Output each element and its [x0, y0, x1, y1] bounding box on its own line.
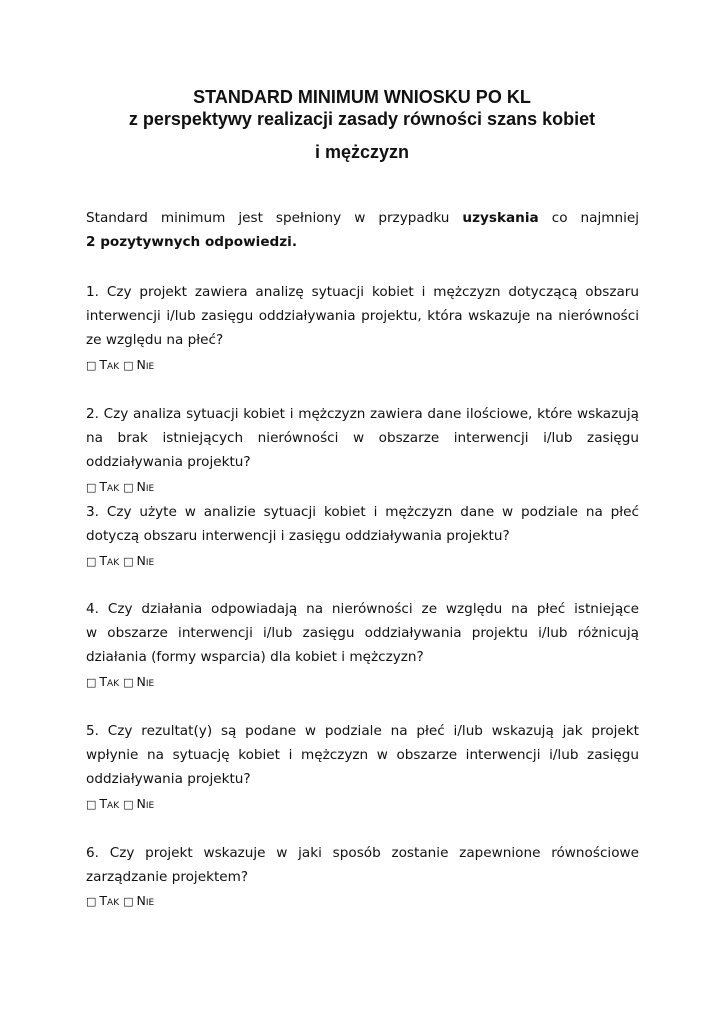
no-checkbox[interactable]: □ — [123, 555, 134, 568]
question-line: oddziaływania projektu? — [86, 771, 251, 787]
question-line: 5. Czy rezultat(y) są podane w podziale na płeć i/lub wskazują jak projekt — [86, 723, 639, 739]
question-line: 2. Czy analiza sytuacji kobiet i mężczyzn zawiera dane ilościowe, które wskazują — [86, 406, 639, 422]
answer-options-4 — [86, 672, 158, 692]
answer-options-5 — [86, 794, 158, 814]
question-line: 4. Czy działania odpowiadają na nierówności ze względu na płeć istniejące — [86, 601, 639, 617]
answer-options-1 — [86, 355, 158, 375]
intro-text: Standard minimum jest spełniony w przypadku — [86, 210, 450, 226]
question-line: w obszarze interwencji i/lub zasięgu oddziaływania projektu i/lub różnicują — [86, 625, 639, 641]
no-label: Nie — [136, 674, 155, 689]
document-subtitle: z perspektywy realizacji zasady równości szans kobiet — [128, 109, 596, 129]
question-3 — [86, 500, 639, 548]
intro-paragraph — [86, 206, 639, 254]
intro-emphasis: uzyskania — [462, 210, 539, 226]
question-line: interwencji i/lub zasięgu oddziaływania projektu, która wskazuje na nierówności — [86, 308, 639, 324]
yes-checkbox[interactable]: □ — [86, 481, 97, 494]
question-line: 6. Czy projekt wskazuje w jaki sposób zostanie zapewnione równościowe — [86, 845, 639, 861]
no-label: Nie — [136, 796, 155, 811]
document-subtitle-continued: i mężczyzn — [314, 142, 410, 162]
yes-checkbox[interactable]: □ — [86, 555, 97, 568]
question-4 — [86, 597, 639, 669]
question-line: oddziaływania projektu? — [86, 454, 251, 470]
question-5 — [86, 719, 639, 791]
intro-requirement: 2 pozytywnych odpowiedzi. — [86, 234, 298, 250]
question-line: ze względu na płeć? — [86, 332, 224, 348]
answer-options-2 — [86, 477, 158, 497]
yes-checkbox[interactable]: □ — [86, 798, 97, 811]
yes-label: Tak — [99, 357, 120, 372]
yes-checkbox[interactable]: □ — [86, 359, 97, 372]
intro-text-end: co najmniej — [551, 210, 640, 226]
yes-checkbox[interactable]: □ — [86, 895, 97, 908]
question-6 — [86, 841, 639, 889]
no-label: Nie — [136, 479, 155, 494]
no-label: Nie — [136, 553, 155, 568]
no-checkbox[interactable]: □ — [123, 676, 134, 689]
no-checkbox[interactable]: □ — [123, 359, 134, 372]
no-checkbox[interactable]: □ — [123, 481, 134, 494]
no-label: Nie — [136, 893, 155, 908]
no-checkbox[interactable]: □ — [123, 895, 134, 908]
intro-line — [86, 206, 639, 230]
question-2 — [86, 402, 639, 474]
yes-label: Tak — [99, 796, 120, 811]
question-line: na brak istniejących nierówności w obszarze interwencji i/lub zasięgu — [86, 430, 639, 446]
document-title: STANDARD MINIMUM WNIOSKU PO KL — [193, 87, 531, 107]
yes-checkbox[interactable]: □ — [86, 676, 97, 689]
answer-options-6 — [86, 891, 158, 911]
question-line: 3. Czy użyte w analizie sytuacji kobiet i mężczyzn dane w podziale na płeć — [86, 504, 639, 520]
yes-label: Tak — [99, 479, 120, 494]
yes-label: Tak — [99, 553, 120, 568]
question-line: 1. Czy projekt zawiera analizę sytuacji kobiet i mężczyzn dotyczącą obszaru — [86, 284, 639, 300]
question-line: dotyczą obszaru interwencji i zasięgu oddziaływania projektu? — [86, 528, 510, 544]
question-1 — [86, 280, 639, 352]
question-line: działania (formy wsparcia) dla kobiet i mężczyzn? — [86, 649, 424, 665]
no-checkbox[interactable]: □ — [123, 798, 134, 811]
question-line: wpłynie na sytuację kobiet i mężczyzn w obszarze interwencji i/lub zasięgu — [86, 747, 639, 763]
question-line: zarządzanie projektem? — [86, 869, 249, 885]
yes-label: Tak — [99, 674, 120, 689]
answer-options-3 — [86, 551, 158, 571]
no-label: Nie — [136, 357, 155, 372]
yes-label: Tak — [99, 893, 120, 908]
